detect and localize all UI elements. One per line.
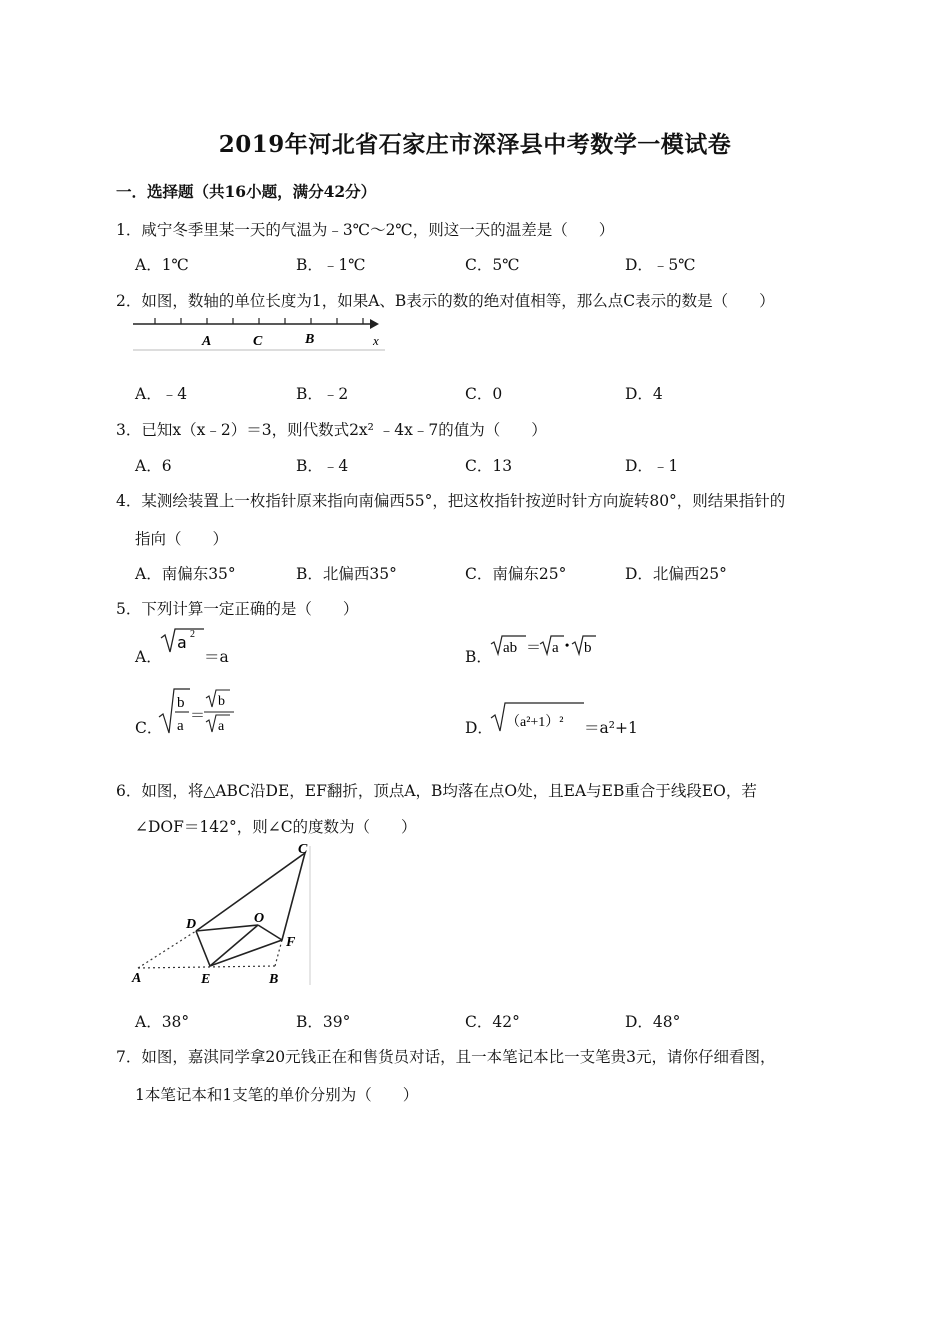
q3-option-a: A．6 xyxy=(135,457,172,475)
svg-text:b: b xyxy=(177,695,185,711)
q3-option-c: C．13 xyxy=(465,457,513,475)
q5-option-d-label: D． xyxy=(465,719,493,737)
label-a: A xyxy=(202,334,212,349)
dotted-ab xyxy=(138,966,275,968)
q1-option-d: D．﹣5℃ xyxy=(625,256,696,274)
q1-option-a: A．1℃ xyxy=(135,256,189,274)
q4-option-d: D．北偏西25° xyxy=(625,565,727,583)
question-3: 3．已知x（x﹣2）＝3，则代数式2x² ﹣4x﹣7的值为（ ） xyxy=(116,421,547,439)
page-title: 2019年河北省石家庄市深泽县中考数学一模试卷 xyxy=(218,131,732,158)
q2-option-a: A．﹣4 xyxy=(135,385,188,403)
svg-text:b: b xyxy=(584,640,592,656)
q1-option-b: B．﹣1℃ xyxy=(296,256,366,274)
number-line-figure xyxy=(133,312,388,354)
q2-option-c: C．0 xyxy=(465,385,503,403)
q3-option-d: D．﹣1 xyxy=(625,457,679,475)
q5-option-a-rhs: ＝a xyxy=(204,648,229,666)
triangle-fold-figure xyxy=(130,840,320,990)
q5-option-b-radicals xyxy=(490,632,605,658)
question-5: 5．下列计算一定正确的是（ ） xyxy=(116,600,359,618)
svg-text:a: a xyxy=(177,718,184,734)
axis-ticks xyxy=(155,318,363,324)
section-heading: 一．选择题（共16小题，满分42分） xyxy=(116,182,377,201)
axis-arrow xyxy=(370,319,379,329)
label-c: C xyxy=(298,842,308,857)
svg-text:＝: ＝ xyxy=(526,640,542,656)
q2-option-b: B．﹣2 xyxy=(296,385,349,403)
question-2: 2．如图，数轴的单位长度为1，如果A、B表示的数的绝对值相等，那么点C表示的数是（ ） xyxy=(116,292,775,310)
question-4-line-2: 指向（ ） xyxy=(135,530,229,548)
q2-option-d: D．4 xyxy=(625,385,663,403)
svg-text:a: a xyxy=(552,640,559,656)
q6-option-a: A．38° xyxy=(135,1013,190,1031)
svg-text:a: a xyxy=(177,633,187,652)
dotted-bf xyxy=(275,940,282,966)
svg-text:ab: ab xyxy=(503,640,518,656)
question-4-line-1: 4．某测绘装置上一枚指针原来指向南偏西55°，把这枚指针按逆时针方向旋转80°，则结果指针的 xyxy=(116,492,786,510)
question-7-line-1: 7．如图，嘉淇同学拿20元钱正在和售货员对话，且一本笔记本比一支笔贵3元，请你仔细看图， xyxy=(116,1048,776,1066)
label-b: B xyxy=(269,972,279,987)
q5-option-d-rhs: ＝a²+1 xyxy=(584,719,638,737)
svg-text:（a²+1）²: （a²+1）² xyxy=(506,715,564,730)
q1-option-c: C．5℃ xyxy=(465,256,520,274)
q6-option-c: C．42° xyxy=(465,1013,520,1031)
dotted-ad xyxy=(138,931,196,968)
svg-text:＝: ＝ xyxy=(190,708,206,724)
svg-text:2: 2 xyxy=(190,629,195,640)
q4-option-c: C．南偏东25° xyxy=(465,565,567,583)
segment-of xyxy=(258,925,282,940)
svg-text:•: • xyxy=(565,638,570,652)
q4-option-b: B．北偏西35° xyxy=(296,565,397,583)
svg-text:b: b xyxy=(218,694,225,709)
question-6-line-2: ∠DOF＝142°，则∠C的度数为（ ） xyxy=(135,818,417,836)
question-6-line-1: 6．如图，将△ABC沿DE，EF翻折，顶点A，B均落在点O处，且EA与EB重合于线段EO，若 xyxy=(116,782,757,800)
q3-option-b: B．﹣4 xyxy=(296,457,349,475)
q5-option-a-radical xyxy=(160,624,205,660)
question-7-line-2: 1本笔记本和1支笔的单价分别为（ ） xyxy=(135,1086,419,1104)
question-1: 1．咸宁冬季里某一天的气温为﹣3℃～2℃，则这一天的温差是（ ） xyxy=(116,221,615,239)
q5-option-b-label: B． xyxy=(465,648,492,666)
svg-text:a: a xyxy=(218,719,225,734)
label-e: E xyxy=(201,972,211,987)
label-o: O xyxy=(254,911,265,926)
q5-option-a-label: A． xyxy=(135,648,162,666)
q5-option-c-fraction xyxy=(158,687,238,737)
q6-option-b: B．39° xyxy=(296,1013,351,1031)
label-f: F xyxy=(286,935,296,950)
q5-option-c-label: C． xyxy=(135,719,163,737)
segment-eo xyxy=(210,925,258,966)
label-b: B xyxy=(305,332,315,347)
label-x: x xyxy=(373,333,379,348)
segment-do xyxy=(196,925,258,931)
q4-option-a: A．南偏东35° xyxy=(135,565,236,583)
q5-option-d-radical xyxy=(490,700,585,734)
label-a: A xyxy=(132,971,142,986)
label-c: C xyxy=(253,334,263,349)
label-d: D xyxy=(186,917,197,932)
q6-option-d: D．48° xyxy=(625,1013,681,1031)
